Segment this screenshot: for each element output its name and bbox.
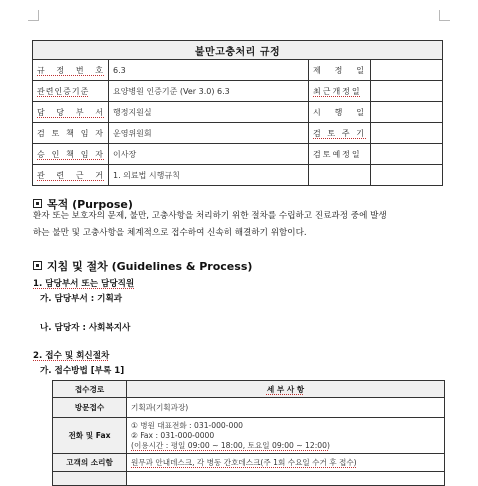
info-value: 요양병원 인증기준 (Ver 3.0) 6.3	[109, 81, 309, 102]
info-label: 승 인 책 임 자	[33, 144, 109, 165]
info-value: 행정지원실	[109, 102, 309, 123]
info-label-right: 검 토 주 기	[309, 123, 371, 144]
item-1: 1. 담당부서 또는 담당직원	[33, 279, 135, 289]
row-value	[127, 472, 445, 486]
info-label-right: 최근개정일	[309, 81, 371, 102]
column-header: 접수경로	[53, 381, 127, 398]
document-title: 불만고충처리 규정	[33, 41, 443, 60]
info-value: 운영위원회	[109, 123, 309, 144]
info-value: 이사장	[109, 144, 309, 165]
info-label-right: 시 행 일	[309, 102, 371, 123]
square-bullet-icon	[33, 199, 42, 208]
info-label: 담 당 부 서	[33, 102, 109, 123]
row-key: 방문접수	[53, 398, 127, 418]
row-value: ① 병원 대표전화 : 031-000-000 ② Fax : 031-000-0000 (이용시간 : 평일 09:00 ~ 18:00, 토요일 09:00 ~ 12:00)	[127, 418, 445, 454]
item-2: 2. 접수 및 회신절차	[33, 351, 110, 361]
info-value-right	[371, 123, 443, 144]
info-value-right	[371, 144, 443, 165]
row-key: 고객의 소리함	[53, 454, 127, 472]
row-key: 전화 및 Fax	[53, 418, 127, 454]
regulation-info-table	[32, 40, 443, 186]
info-row	[33, 81, 443, 102]
info-value-right	[371, 165, 443, 186]
info-row	[33, 102, 443, 123]
row-value: 원무과 안내데스크, 각 병동 간호데스크(주 1회 수요일 수거 후 접수)	[127, 454, 445, 472]
info-label: 관련인증기준	[33, 81, 109, 102]
crop-mark-top-left	[28, 10, 39, 21]
table-row	[53, 418, 445, 454]
item-1b: 나. 담당자 : 사회복지사	[40, 323, 131, 333]
info-label-right	[309, 165, 371, 186]
purpose-text	[33, 208, 445, 242]
info-label-right: 검토예정일	[309, 144, 371, 165]
info-row	[33, 165, 443, 186]
column-header: 세 부 사 항	[127, 381, 445, 398]
table-row	[53, 454, 445, 472]
info-value: 1. 의료법 시행규칙	[109, 165, 309, 186]
info-row	[33, 144, 443, 165]
table-header-row	[53, 381, 445, 398]
purpose-line: 환자 또는 보호자의 문제, 불만, 고충사항을 처리하기 위한 절차를 수립하고 진료과정 중에 발생	[33, 211, 387, 221]
info-label: 규 정 번 호	[33, 60, 109, 81]
reception-method-table	[52, 380, 445, 486]
info-row	[33, 123, 443, 144]
square-bullet-icon	[33, 261, 42, 270]
crop-mark-top-right	[439, 10, 450, 21]
purpose-heading: 목적 (Purpose)	[33, 196, 133, 212]
info-value-right	[371, 81, 443, 102]
purpose-line: 하는 불만 및 고충사항을 체계적으로 접수하여 신속히 해결하기 위함이다.	[33, 228, 307, 238]
table-row	[53, 398, 445, 418]
item-2a: 가. 접수방법 [부록 1]	[40, 366, 125, 376]
info-label: 관 련 근 거	[33, 165, 109, 186]
info-row	[33, 60, 443, 81]
info-value-right	[371, 60, 443, 81]
row-value: 기획과(기획과장)	[127, 398, 445, 418]
info-value-right	[371, 102, 443, 123]
item-1a: 가. 담당부서 : 기획과	[40, 294, 123, 304]
table-row-partial	[53, 472, 445, 486]
guidelines-heading: 지침 및 절차 (Guidelines & Process)	[33, 258, 252, 274]
info-value: 6.3	[109, 60, 309, 81]
info-label: 검 토 책 임 자	[33, 123, 109, 144]
row-key	[53, 472, 127, 486]
info-label-right: 제 정 일	[309, 60, 371, 81]
